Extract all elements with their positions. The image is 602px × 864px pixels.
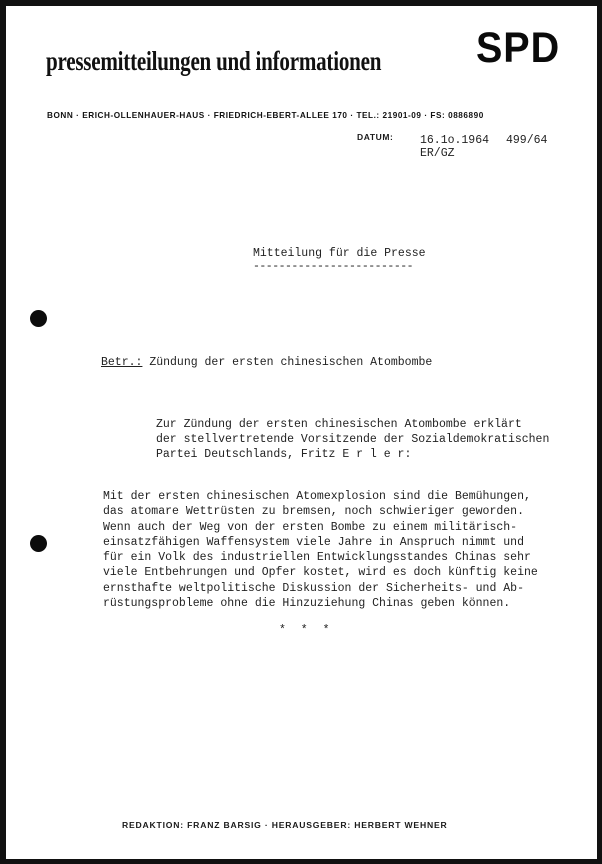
body-line: Wenn auch der Weg von der ersten Bombe zu einem militärisch- [103,520,518,534]
body-line: einsatzfähigen Waffensystem viele Jahre in Anspruch nimmt und [103,535,524,549]
punch-hole [30,535,47,552]
body-line: rüstungsprobleme ohne die Hinzuziehung Chinas geben können. [103,597,511,611]
subject-line [101,356,432,369]
date-label: DATUM: [357,132,394,142]
punch-hole [30,310,47,327]
masthead-title: pressemitteilungen und informationen [46,46,382,76]
initials: ER/GZ [420,147,455,160]
separator-asterisks: * * * [279,624,334,637]
intro-line: der stellvertretende Vorsitzende der Sozialdemokratischen [156,433,550,446]
subject-text: Zündung der ersten chinesischen Atombombe [142,356,433,369]
body-line: das atomare Wettrüsten zu bremsen, noch schwieriger geworden. [103,505,524,519]
body-line: Mit der ersten chinesischen Atomexplosion sind die Bemühungen, [103,490,531,503]
document-heading: Mitteilung für die Presse [253,247,426,260]
subject-label: Betr.: [101,356,143,369]
address-line: BONN · ERICH-OLLENHAUER-HAUS · FRIEDRICH-EBERT-ALLEE 170 · TEL.: 21901-09 · FS: 0886890 [47,111,484,120]
intro-paragraph [156,417,549,462]
reference-number: 499/64 [506,134,548,147]
footer-credits: REDAKTION: FRANZ BARSIG · HERAUSGEBER: HERBERT WEHNER [122,820,448,830]
intro-line: Zur Zündung der ersten chinesischen Atombombe erklärt [156,418,522,431]
spd-logo: SPD [476,24,561,72]
body-line: für ein Volk des industriellen Entwicklungsstandes Chinas sehr [103,551,531,565]
intro-line: Partei Deutschlands, Fritz E r l e r: [156,448,412,461]
heading-underline: ------------------------- [253,260,414,273]
date-value: 16.1o.1964 [420,134,490,147]
body-line: viele Entbehrungen und Opfer kostet, wird es doch künftig keine [103,566,538,580]
body-line: ernsthafte weltpolitische Diskussion der Sicherheits- und Ab- [103,581,524,595]
body-paragraph [103,489,538,611]
